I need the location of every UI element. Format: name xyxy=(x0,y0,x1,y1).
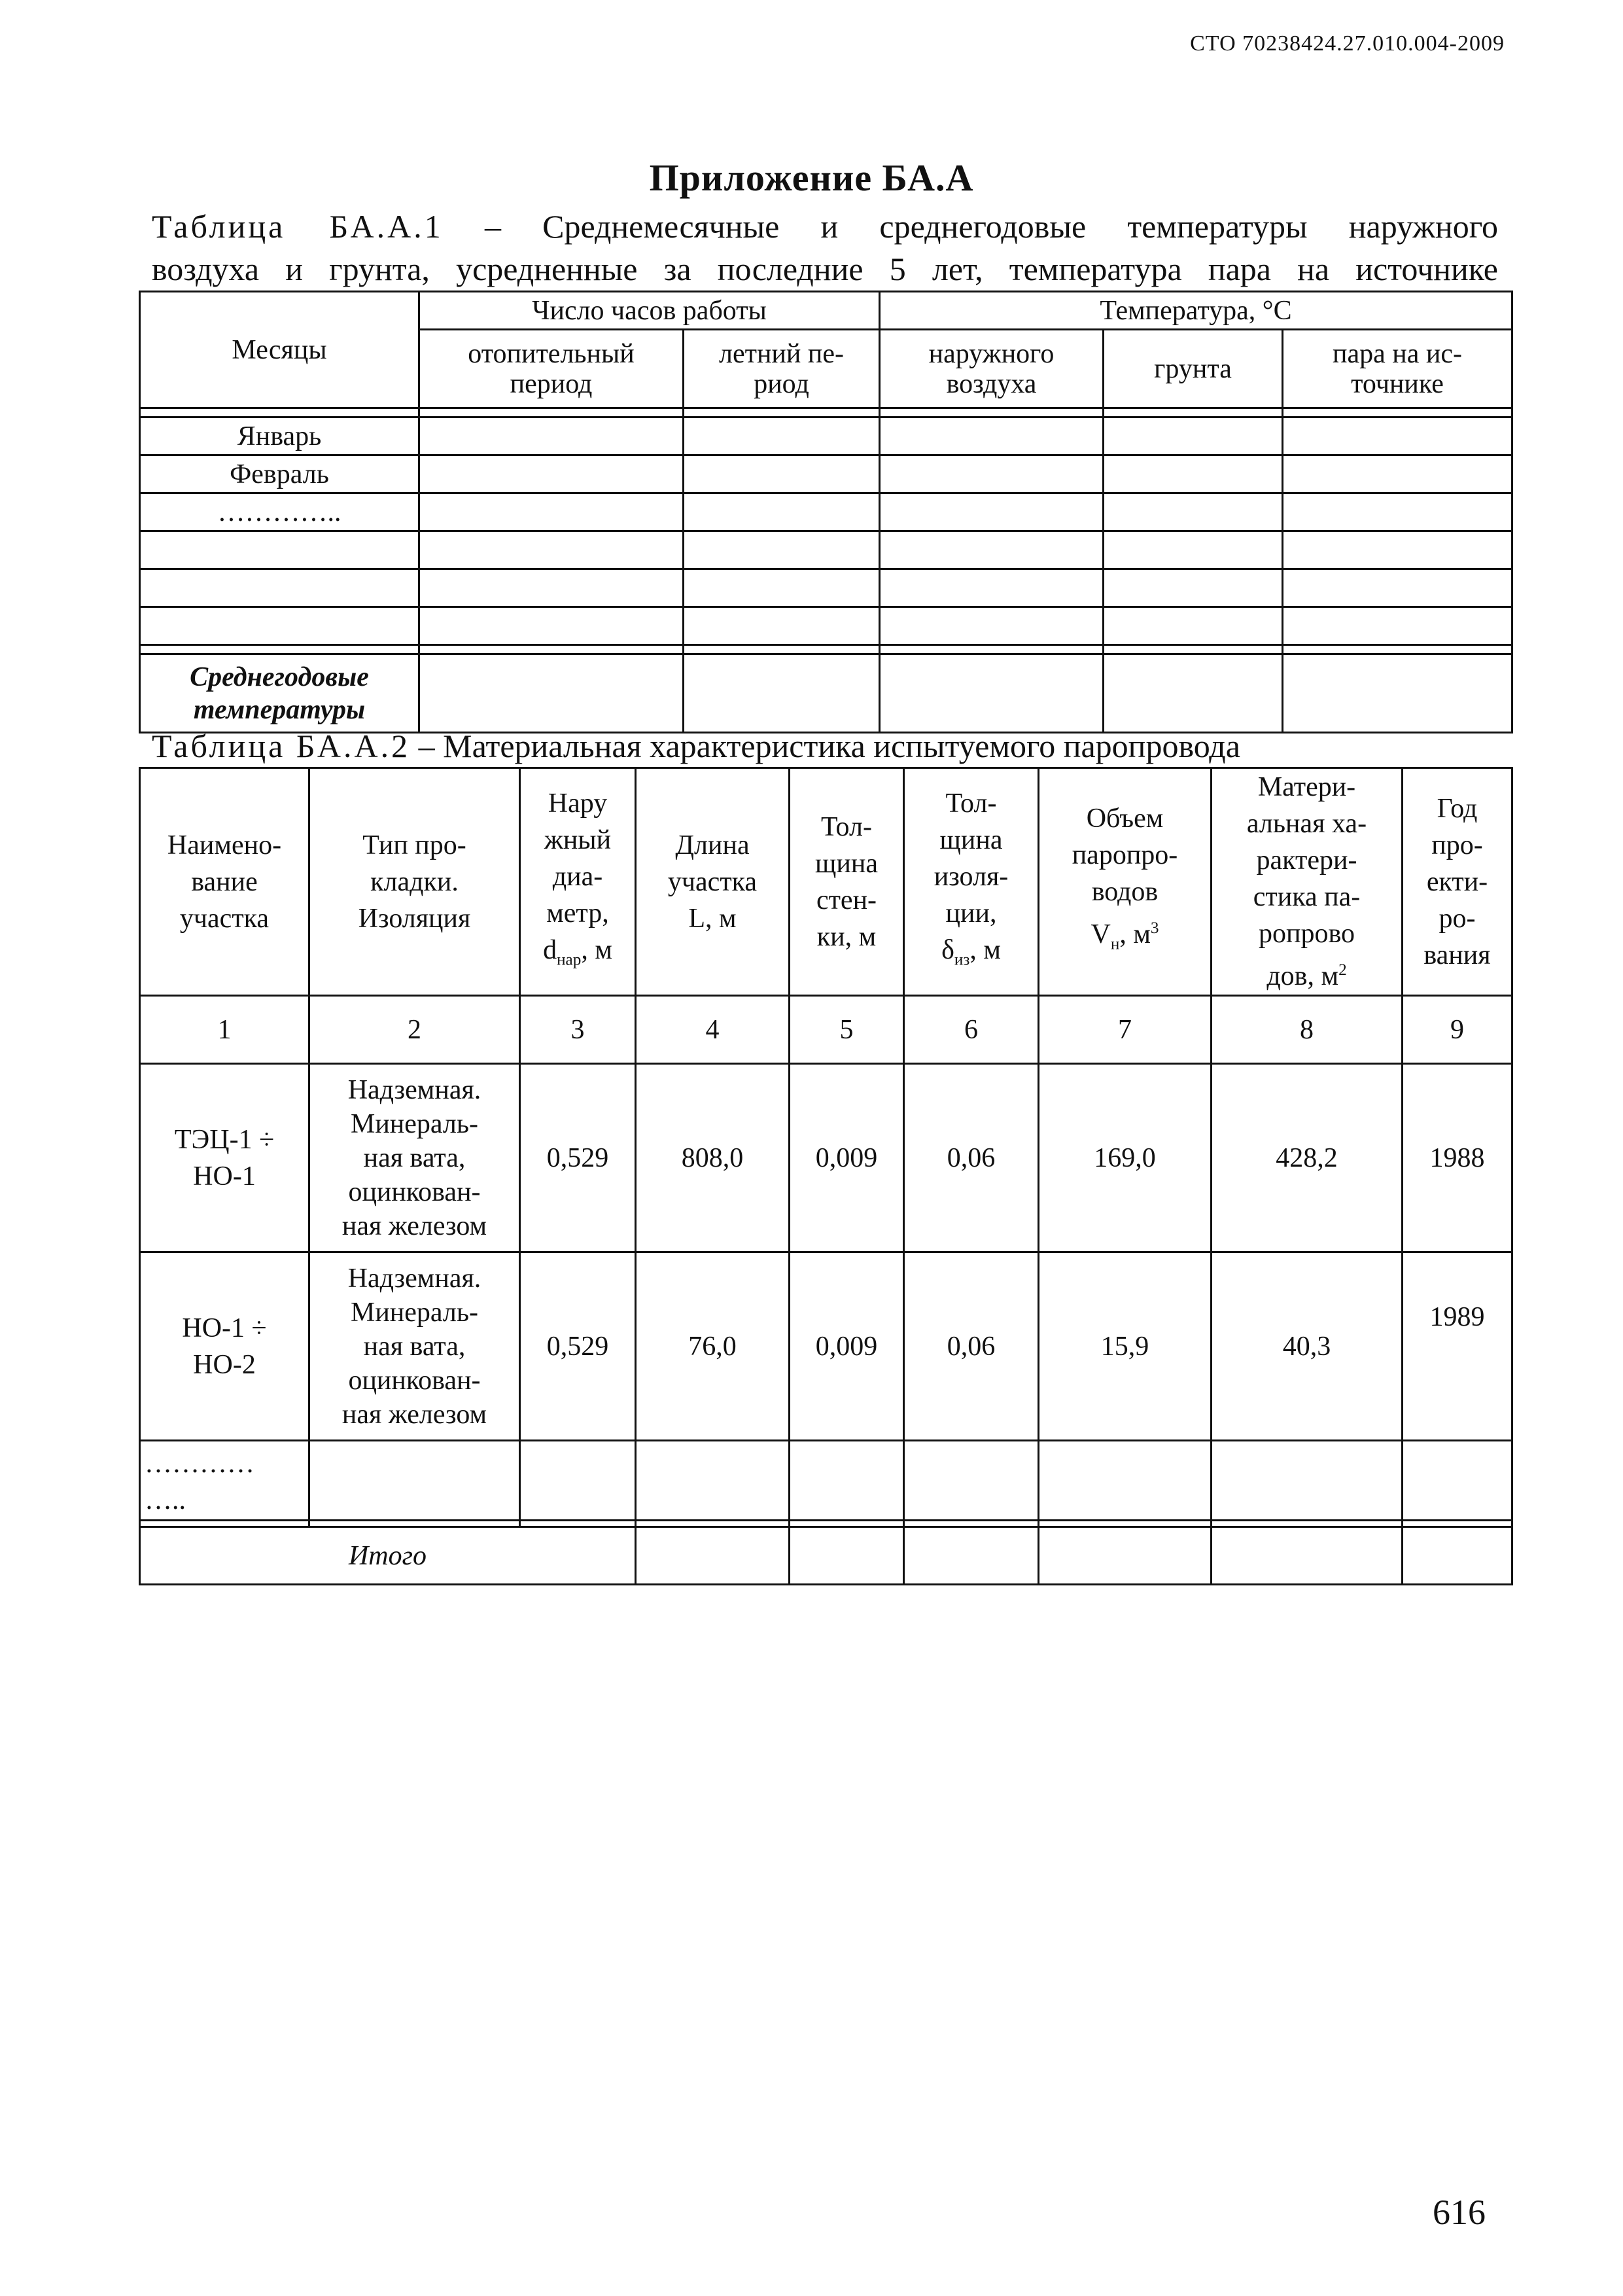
month-cell xyxy=(140,607,419,645)
header-outdoor-line1: наружного xyxy=(928,338,1055,369)
table2-caption-text: Материальная характеристика испытуемого паропровода xyxy=(443,728,1240,764)
header-line: изоля- xyxy=(934,861,1009,892)
header-line: Тип про- xyxy=(362,830,466,860)
header-line: Наимено- xyxy=(167,830,282,860)
month-cell xyxy=(140,569,419,607)
column-number: 3 xyxy=(520,996,636,1064)
header-line: Изоляция xyxy=(358,903,471,934)
table1-caption xyxy=(152,205,1498,291)
header-line: екти- xyxy=(1426,866,1488,897)
table1-caption-number: Таблица БА.А.1 xyxy=(152,208,444,245)
cell-line: ная железом xyxy=(341,1399,487,1430)
table1-temperatures xyxy=(139,291,1513,733)
month-cell: Январь xyxy=(140,417,419,455)
header-line: Год xyxy=(1437,793,1478,824)
header-line: вания xyxy=(1423,940,1491,970)
wall-cell: 0,009 xyxy=(790,1064,904,1252)
diameter-cell: 0,529 xyxy=(520,1064,636,1252)
insulation-subscript: из xyxy=(954,951,970,969)
table-row xyxy=(140,1252,1512,1441)
header-steam-line2: точнике xyxy=(1351,368,1444,399)
volume-cell: 169,0 xyxy=(1039,1064,1212,1252)
header-outer-diameter xyxy=(520,768,636,996)
page-number: 616 xyxy=(1433,2193,1486,2232)
header-line: участка xyxy=(179,903,270,934)
wall-cell: 0,009 xyxy=(790,1252,904,1441)
column-number-row xyxy=(140,996,1512,1064)
table-row xyxy=(140,1064,1512,1252)
header-hours-group: Число часов работы xyxy=(419,292,880,330)
header-line: Длина xyxy=(675,830,750,860)
cell-line: ная вата, xyxy=(363,1331,466,1362)
year-cell: 1988 xyxy=(1403,1064,1512,1252)
length-cell: 76,0 xyxy=(636,1252,790,1441)
header-section-name xyxy=(140,768,309,996)
average-row xyxy=(140,654,1512,733)
header-line: Тол- xyxy=(821,811,872,842)
header-line: стика па- xyxy=(1253,882,1361,912)
table-row xyxy=(140,531,1512,569)
header-laying-type xyxy=(309,768,520,996)
average-label xyxy=(140,654,419,733)
month-cell xyxy=(140,531,419,569)
section-name-cell xyxy=(140,1252,309,1441)
header-wall-thickness xyxy=(790,768,904,996)
table2-pipeline-characteristics xyxy=(139,767,1513,1585)
ellipsis-line: ….. xyxy=(145,1485,186,1515)
header-line: диа- xyxy=(552,861,603,892)
column-number: 8 xyxy=(1212,996,1403,1064)
table-row xyxy=(140,455,1512,493)
header-line: Объем xyxy=(1086,804,1164,834)
column-number: 7 xyxy=(1039,996,1212,1064)
cell-line: оцинкован- xyxy=(348,1365,481,1396)
header-line: щина xyxy=(815,848,878,879)
header-material-characteristic xyxy=(1212,768,1403,996)
diameter-subscript: нар xyxy=(557,951,582,969)
header-summer-line1: летний пе- xyxy=(719,338,844,369)
header-line: стен- xyxy=(816,885,877,915)
cell-line: Минераль- xyxy=(350,1297,479,1328)
average-label-line1: Среднегодовые xyxy=(190,662,369,692)
header-pipeline-volume xyxy=(1039,768,1212,996)
insulation-cell: 0,06 xyxy=(904,1252,1039,1441)
laying-type-cell xyxy=(309,1252,520,1441)
caption-dash: – xyxy=(484,208,501,245)
total-row xyxy=(140,1527,1512,1585)
header-heating-line1: отопительный xyxy=(468,338,635,369)
table2-caption-number: Таблица БА.А.2 xyxy=(152,728,411,764)
header-line: про- xyxy=(1431,830,1483,860)
header-line: водов xyxy=(1091,877,1159,908)
total-label: Итого xyxy=(140,1527,636,1585)
header-heating-period xyxy=(419,330,684,408)
header-line: щина xyxy=(939,824,1003,855)
cell-line: НО-1 xyxy=(193,1161,256,1192)
table1-caption-text-line2: воздуха и грунта, усредненные за последние 5 лет, температура пара на источнике xyxy=(152,251,1498,287)
column-number: 2 xyxy=(309,996,520,1064)
header-ground: грунта xyxy=(1104,330,1283,408)
header-line: Тол- xyxy=(945,788,997,819)
header-line: участка xyxy=(667,866,758,897)
table-row xyxy=(140,569,1512,607)
table-row xyxy=(140,1441,1512,1521)
volume-subscript: н xyxy=(1110,935,1120,953)
header-heating-line2: период xyxy=(510,368,593,399)
insulation-cell: 0,06 xyxy=(904,1064,1039,1252)
header-line: L, м xyxy=(688,903,737,934)
month-cell: ………….. xyxy=(140,493,419,531)
month-cell: Февраль xyxy=(140,455,419,493)
header-section-length xyxy=(636,768,790,996)
header-steam-source xyxy=(1283,330,1512,408)
column-number: 5 xyxy=(790,996,904,1064)
cell-line: Минераль- xyxy=(350,1108,479,1139)
length-cell: 808,0 xyxy=(636,1064,790,1252)
table-row xyxy=(140,493,1512,531)
header-line: ции, xyxy=(945,898,997,928)
cell-line: НО-2 xyxy=(193,1349,256,1380)
table-row xyxy=(140,417,1512,455)
cell-line: ная вата, xyxy=(363,1142,466,1173)
cell-line: НО-1 ÷ xyxy=(182,1313,267,1343)
header-line: рактери- xyxy=(1256,845,1357,875)
header-line: метр, xyxy=(546,898,609,928)
average-label-line2: температуры xyxy=(193,694,366,725)
header-temperature-group: Температура, °С xyxy=(880,292,1512,330)
table2-header-row xyxy=(140,768,1512,996)
header-line: жный xyxy=(544,824,612,855)
header-line: дов, м xyxy=(1266,961,1339,991)
cell-line: ТЭЦ-1 ÷ xyxy=(174,1124,275,1155)
header-outdoor-line2: воздуха xyxy=(946,368,1037,399)
header-line: альная ха- xyxy=(1246,809,1367,839)
header-line: ропрово xyxy=(1258,919,1355,949)
header-outdoor-air xyxy=(880,330,1104,408)
table-row xyxy=(140,607,1512,645)
header-summer-line2: риод xyxy=(754,368,809,399)
cell-line: Надземная. xyxy=(347,1263,481,1294)
table2-caption xyxy=(152,726,1498,766)
column-number: 4 xyxy=(636,996,790,1064)
appendix-title: Приложение БА.А xyxy=(649,156,974,199)
header-line: паропро- xyxy=(1072,840,1178,871)
header-line: Нару xyxy=(548,788,608,819)
volume-symbol: V xyxy=(1091,919,1111,950)
caption-dash: – xyxy=(418,728,435,764)
header-line: вание xyxy=(191,866,258,897)
ellipsis-line: ………… xyxy=(145,1449,254,1479)
ellipsis-cell xyxy=(140,1441,309,1521)
table1-caption-text-line1: Среднемесячные и среднегодовые температуры наружного xyxy=(542,208,1498,245)
material-superscript: 2 xyxy=(1338,961,1347,979)
column-number: 1 xyxy=(140,996,309,1064)
header-insulation-thickness xyxy=(904,768,1039,996)
header-steam-line1: пара на ис- xyxy=(1333,338,1462,369)
header-line: кладки. xyxy=(370,866,459,897)
header-months: Месяцы xyxy=(140,292,419,408)
volume-unit: , м xyxy=(1119,919,1151,950)
material-cell: 428,2 xyxy=(1212,1064,1403,1252)
laying-type-cell xyxy=(309,1064,520,1252)
insulation-symbol: δ xyxy=(941,934,954,965)
material-cell: 40,3 xyxy=(1212,1252,1403,1441)
header-summer-period xyxy=(684,330,880,408)
header-line: ки, м xyxy=(816,921,877,952)
cell-line: оцинкован- xyxy=(348,1176,481,1207)
cell-line: ная железом xyxy=(341,1210,487,1241)
volume-cell: 15,9 xyxy=(1039,1252,1212,1441)
diameter-cell: 0,529 xyxy=(520,1252,636,1441)
column-number: 6 xyxy=(904,996,1039,1064)
header-design-year xyxy=(1403,768,1512,996)
diameter-symbol: d xyxy=(543,934,557,965)
insulation-unit: , м xyxy=(969,934,1001,965)
volume-superscript: 3 xyxy=(1150,919,1159,938)
header-line: Матери- xyxy=(1257,772,1356,802)
section-name-cell xyxy=(140,1064,309,1252)
document-code: СТО 70238424.27.010.004-2009 xyxy=(1190,31,1505,56)
header-line: ро- xyxy=(1439,903,1476,934)
year-cell: 1989 xyxy=(1403,1252,1512,1441)
diameter-unit: , м xyxy=(581,934,612,965)
column-number: 9 xyxy=(1403,996,1512,1064)
cell-line: Надземная. xyxy=(347,1074,481,1105)
